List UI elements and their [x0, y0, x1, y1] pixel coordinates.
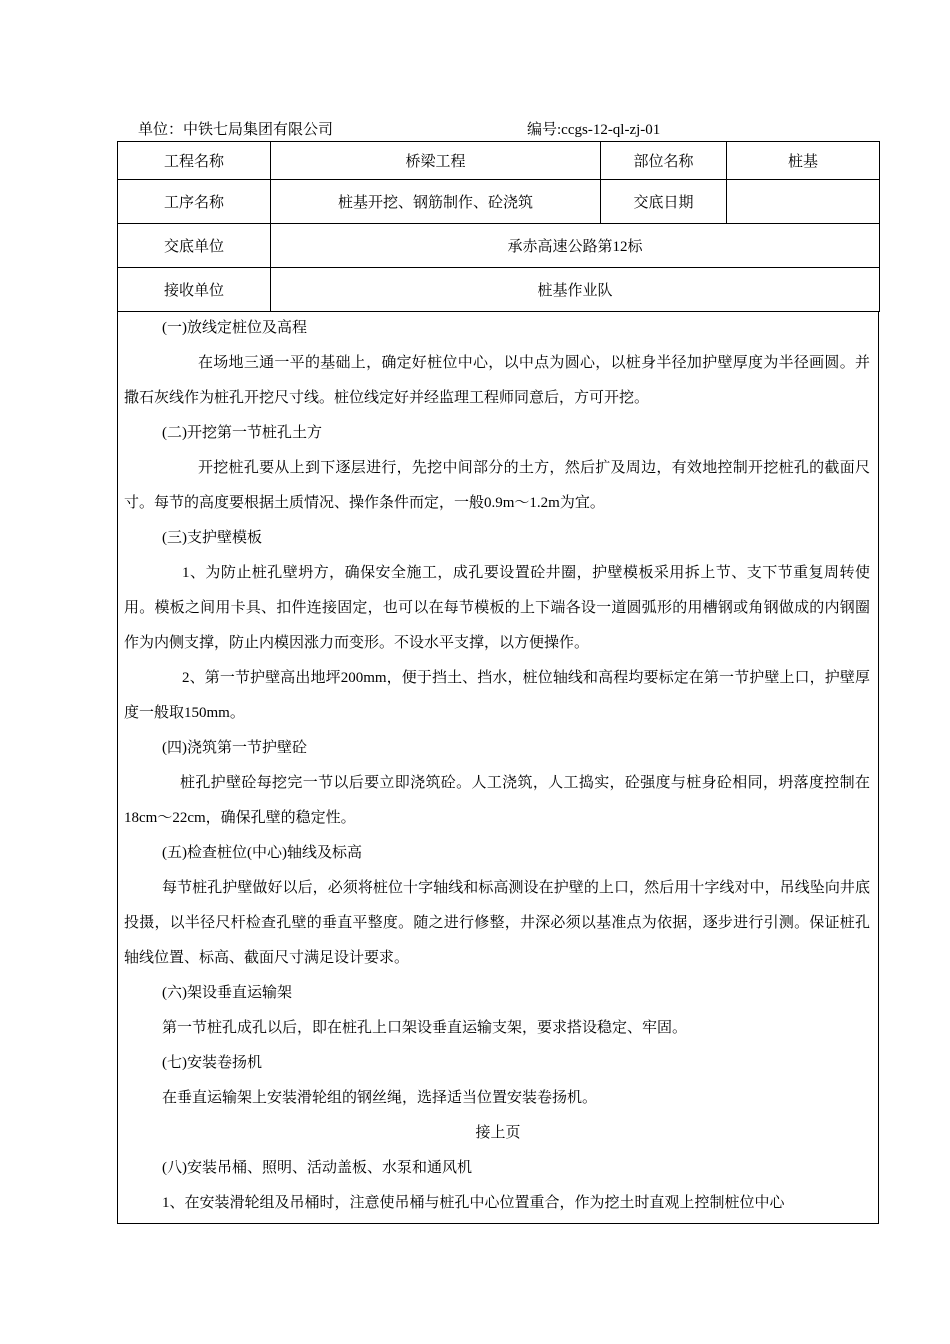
section-2-body: 开挖桩孔要从上到下逐层进行，先挖中间部分的土方，然后扩及周边，有效地控制开挖桩孔的截面尺寸。每节的高度要根据土质情况、操作条件而定，一般0.9m～1.2m为宜。 [124, 460, 870, 511]
project-name-value: 桥梁工程 [271, 142, 601, 180]
section-3-body-2: 2、第一节护壁高出地坪200mm，便于挡土、挡水，桩位轴线和高程均要标定在第一节护壁上口，护壁厚度一般取150mm。 [124, 670, 870, 721]
section-4-body: 桩孔护壁砼每挖完一节以后要立即浇筑砼。人工浇筑，人工捣实，砼强度与桩身砼相同，坍落度控制在18cm～22cm，确保孔壁的稳定性。 [124, 775, 870, 826]
table-row [118, 224, 880, 268]
section-4-title: (四)浇筑第一节护壁砼 [162, 740, 307, 756]
date-value [727, 180, 880, 224]
section-5-body: 每节桩孔护壁做好以后，必须将桩位十字轴线和标高测设在护壁的上口，然后用十字线对中，吊线坠向井底投摄，以半径尺杆检查孔壁的垂直平整度。随之进行修整，井深必须以基准点为依据，逐步进行引测。保证桩孔轴线位置、标高、截面尺寸满足设计要求。 [124, 880, 870, 966]
section-7-title: (七)安装卷扬机 [162, 1055, 262, 1071]
section-2-title: (二)开挖第一节桩孔土方 [162, 425, 322, 441]
info-table [117, 141, 880, 312]
project-name-label: 工程名称 [118, 142, 271, 180]
issuer-label: 交底单位 [118, 224, 271, 268]
section-3-body-1: 1、为防止桩孔壁坍方，确保安全施工，成孔要设置砼井圈，护壁模板采用拆上节、支下节重复周转使用。模板之间用卡具、扣件连接固定，也可以在每节模板的上下端各设一道圆弧形的用槽钢或角钢做成的内钢圈作为内侧支撑，防止内模因涨力而变形。不设水平支撑，以方便操作。 [124, 565, 870, 651]
process-name-value: 桩基开挖、钢筋制作、砼浇筑 [271, 180, 601, 224]
section-8-title: (八)安装吊桶、照明、活动盖板、水泵和通风机 [162, 1160, 472, 1176]
date-label: 交底日期 [601, 180, 727, 224]
section-6-body: 第一节桩孔成孔以后，即在桩孔上口架设垂直运输支架，要求搭设稳定、牢固。 [162, 1020, 688, 1036]
unit-label: 单位：中铁七局集团有限公司 [138, 122, 334, 138]
section-1-title: (一)放线定桩位及高程 [162, 320, 307, 336]
issuer-value: 承赤高速公路第12标 [271, 224, 880, 268]
part-name-label: 部位名称 [601, 142, 727, 180]
section-1-body: 在场地三通一平的基础上，确定好桩位中心，以中点为圆心，以桩身半径加护壁厚度为半径画圆。并撒石灰线作为桩孔开挖尺寸线。桩位线定好并经监理工程师同意后，方可开挖。 [124, 355, 870, 406]
continued-label: 接上页 [475, 1125, 521, 1141]
section-8-body: 1、在安装滑轮组及吊桶时，注意使吊桶与桩孔中心位置重合，作为挖土时直观上控制桩位中心 [162, 1195, 785, 1211]
receiver-label: 接收单位 [118, 268, 271, 312]
section-6-title: (六)架设垂直运输架 [162, 985, 292, 1001]
receiver-value: 桩基作业队 [271, 268, 880, 312]
content-body [117, 311, 879, 1224]
process-name-label: 工序名称 [118, 180, 271, 224]
section-7-body: 在垂直运输架上安装滑轮组的钢丝绳，选择适当位置安装卷扬机。 [162, 1090, 598, 1106]
document-code: 编号:ccgs-12-ql-zj-01 [527, 122, 661, 138]
section-3-title: (三)支护壁模板 [162, 530, 262, 546]
table-row [118, 180, 880, 224]
table-row [118, 142, 880, 180]
part-name-value: 桩基 [727, 142, 880, 180]
table-row [118, 268, 880, 312]
section-5-title: (五)检查桩位(中心)轴线及标高 [162, 845, 362, 861]
